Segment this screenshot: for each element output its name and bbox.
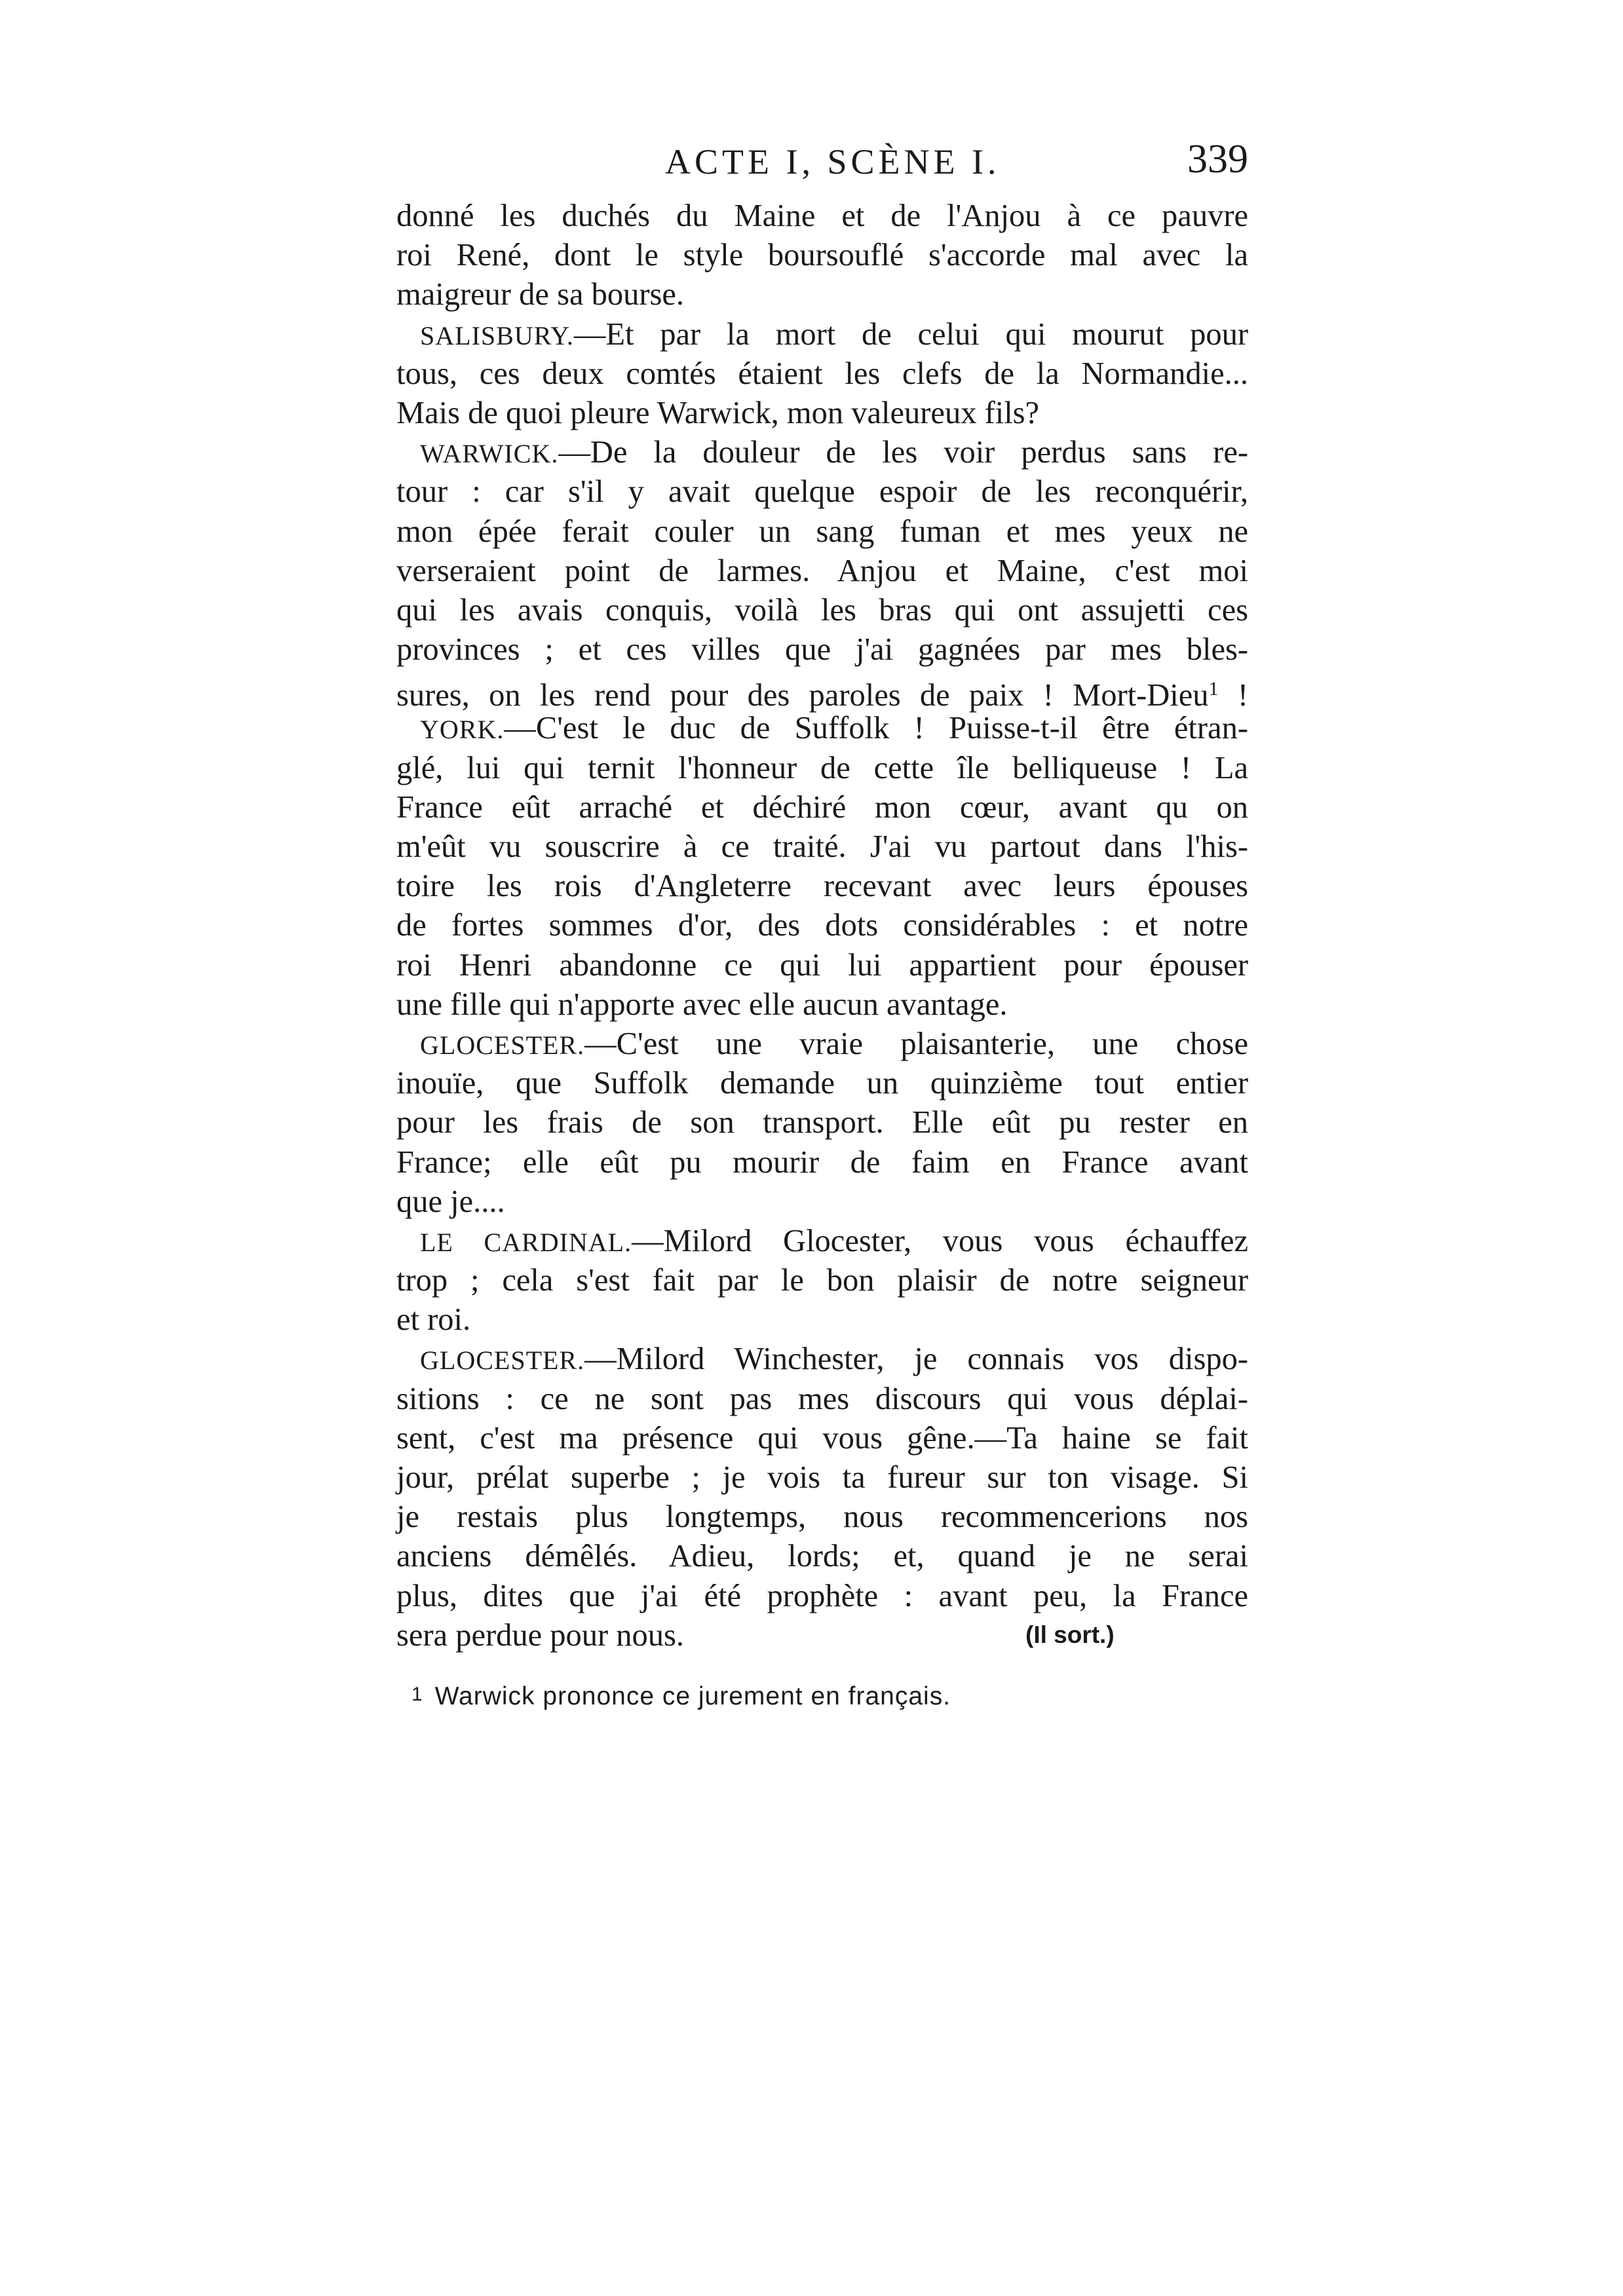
text-line: verseraient point de larmes. Anjou et Maine, c'est moi [396, 553, 1248, 588]
speaker-name: YORK. [420, 715, 505, 745]
text-line: donné les duchés du Maine et de l'Anjou à ce pauvre [396, 198, 1248, 233]
text-line: sitions : ce ne sont pas mes discours qui vous déplai- [396, 1381, 1248, 1416]
speech-line [396, 315, 1248, 354]
text-line: maigreur de sa bourse. [396, 277, 685, 312]
text-line: provinces ; et ces villes que j'ai gagnées par mes bles- [396, 632, 1248, 668]
text-line [396, 669, 1248, 713]
running-title: ACTE I, SCÈNE I. [665, 142, 1001, 181]
speech-text: —De la douleur de les voir perdus sans re- [558, 435, 1248, 470]
footnote [411, 1682, 951, 1711]
speech-text: —C'est le duc de Suffolk ! Puisse-t-il être étran- [504, 711, 1248, 746]
speech-line [396, 1340, 1248, 1379]
text-line: roi René, dont le style boursouflé s'accorde mal avec la [396, 238, 1248, 273]
speaker-name: WARWICK. [420, 439, 559, 469]
text-line: plus, dites que j'ai été prophète : avant peu, la France [396, 1578, 1248, 1613]
footnote-reference: 1 [1208, 678, 1219, 700]
text-line: que je.... [396, 1184, 505, 1219]
speech-text: —C'est une vraie plaisanterie, une chose [584, 1026, 1248, 1061]
text-line: anciens démêlés. Adieu, lords; et, quand je ne serai [396, 1539, 1248, 1574]
speaker-name: GLOCESTER. [420, 1030, 585, 1060]
speech-text: —Milord Glocester, vous vous échauffez [632, 1223, 1249, 1258]
text-line: France; elle eût pu mourir de faim en France avant [396, 1144, 1248, 1180]
text-line: tous, ces deux comtés étaient les clefs de la Normandie... [396, 356, 1248, 391]
speech-text: —Et par la mort de celui qui mourut pour [573, 316, 1248, 352]
speech-line [396, 433, 1248, 472]
body-text [396, 197, 1248, 1655]
stage-direction: (Il sort.) [1025, 1621, 1115, 1648]
text-line: roi Henri abandonne ce qui lui appartient pour épouser [396, 947, 1248, 983]
speech-line [396, 709, 1248, 748]
text-line: m'eût vu souscrire à ce traité. J'ai vu partout dans l'his- [396, 829, 1248, 864]
speaker-name: LE CARDINAL. [420, 1227, 632, 1257]
text-segment: sures, on les rend pour des paroles de paix ! Mort-Dieu [396, 678, 1209, 713]
footnote-text: Warwick prononce ce jurement en français. [434, 1682, 951, 1710]
text-line: sera perdue pour nous. [396, 1617, 685, 1653]
text-line: qui les avais conquis, voilà les bras qui ont assujetti ces [396, 592, 1248, 628]
text-line: France eût arraché et déchiré mon cœur, avant qu on [396, 789, 1248, 825]
text-line: toire les rois d'Angleterre recevant avec leurs épouses [396, 869, 1248, 904]
text-line: une fille qui n'apporte avec elle aucun avantage. [396, 987, 1008, 1022]
speech-line [396, 1222, 1248, 1261]
footnote-mark: 1 [411, 1684, 423, 1705]
text-line: mon épée ferait couler un sang fuman et mes yeux ne [396, 514, 1248, 549]
running-head [396, 131, 1248, 190]
text-segment: ! [1218, 678, 1248, 713]
text-line: tour : car s'il y avait quelque espoir de les reconquérir, [396, 474, 1248, 510]
text-line: de fortes sommes d'or, des dots considérables : et notre [396, 908, 1248, 943]
text-line: inouïe, que Suffolk demande un quinzième tout entier [396, 1066, 1248, 1101]
text-line: Mais de quoi pleure Warwick, mon valeureux fils? [396, 395, 1040, 430]
speech-line [396, 1025, 1248, 1064]
text-line: et roi. [396, 1302, 471, 1338]
text-line: pour les frais de son transport. Elle eût pu rester en [396, 1105, 1248, 1140]
page-number: 339 [1187, 137, 1248, 181]
speech-text: —Milord Winchester, je connais vos dispo- [584, 1342, 1248, 1377]
text-line: glé, lui qui ternit l'honneur de cette île belliqueuse ! La [396, 750, 1248, 785]
speaker-name: GLOCESTER. [420, 1346, 585, 1376]
speaker-name: SALISBURY. [420, 320, 574, 350]
text-line: trop ; cela s'est fait par le bon plaisir de notre seigneur [396, 1263, 1248, 1298]
text-line: sent, c'est ma présence qui vous gêne.—Ta haine se fait [396, 1420, 1248, 1456]
text-line: je restais plus longtemps, nous recommencerions nos [396, 1499, 1248, 1535]
text-line: jour, prélat superbe ; je vois ta fureur sur ton visage. Si [396, 1460, 1248, 1495]
